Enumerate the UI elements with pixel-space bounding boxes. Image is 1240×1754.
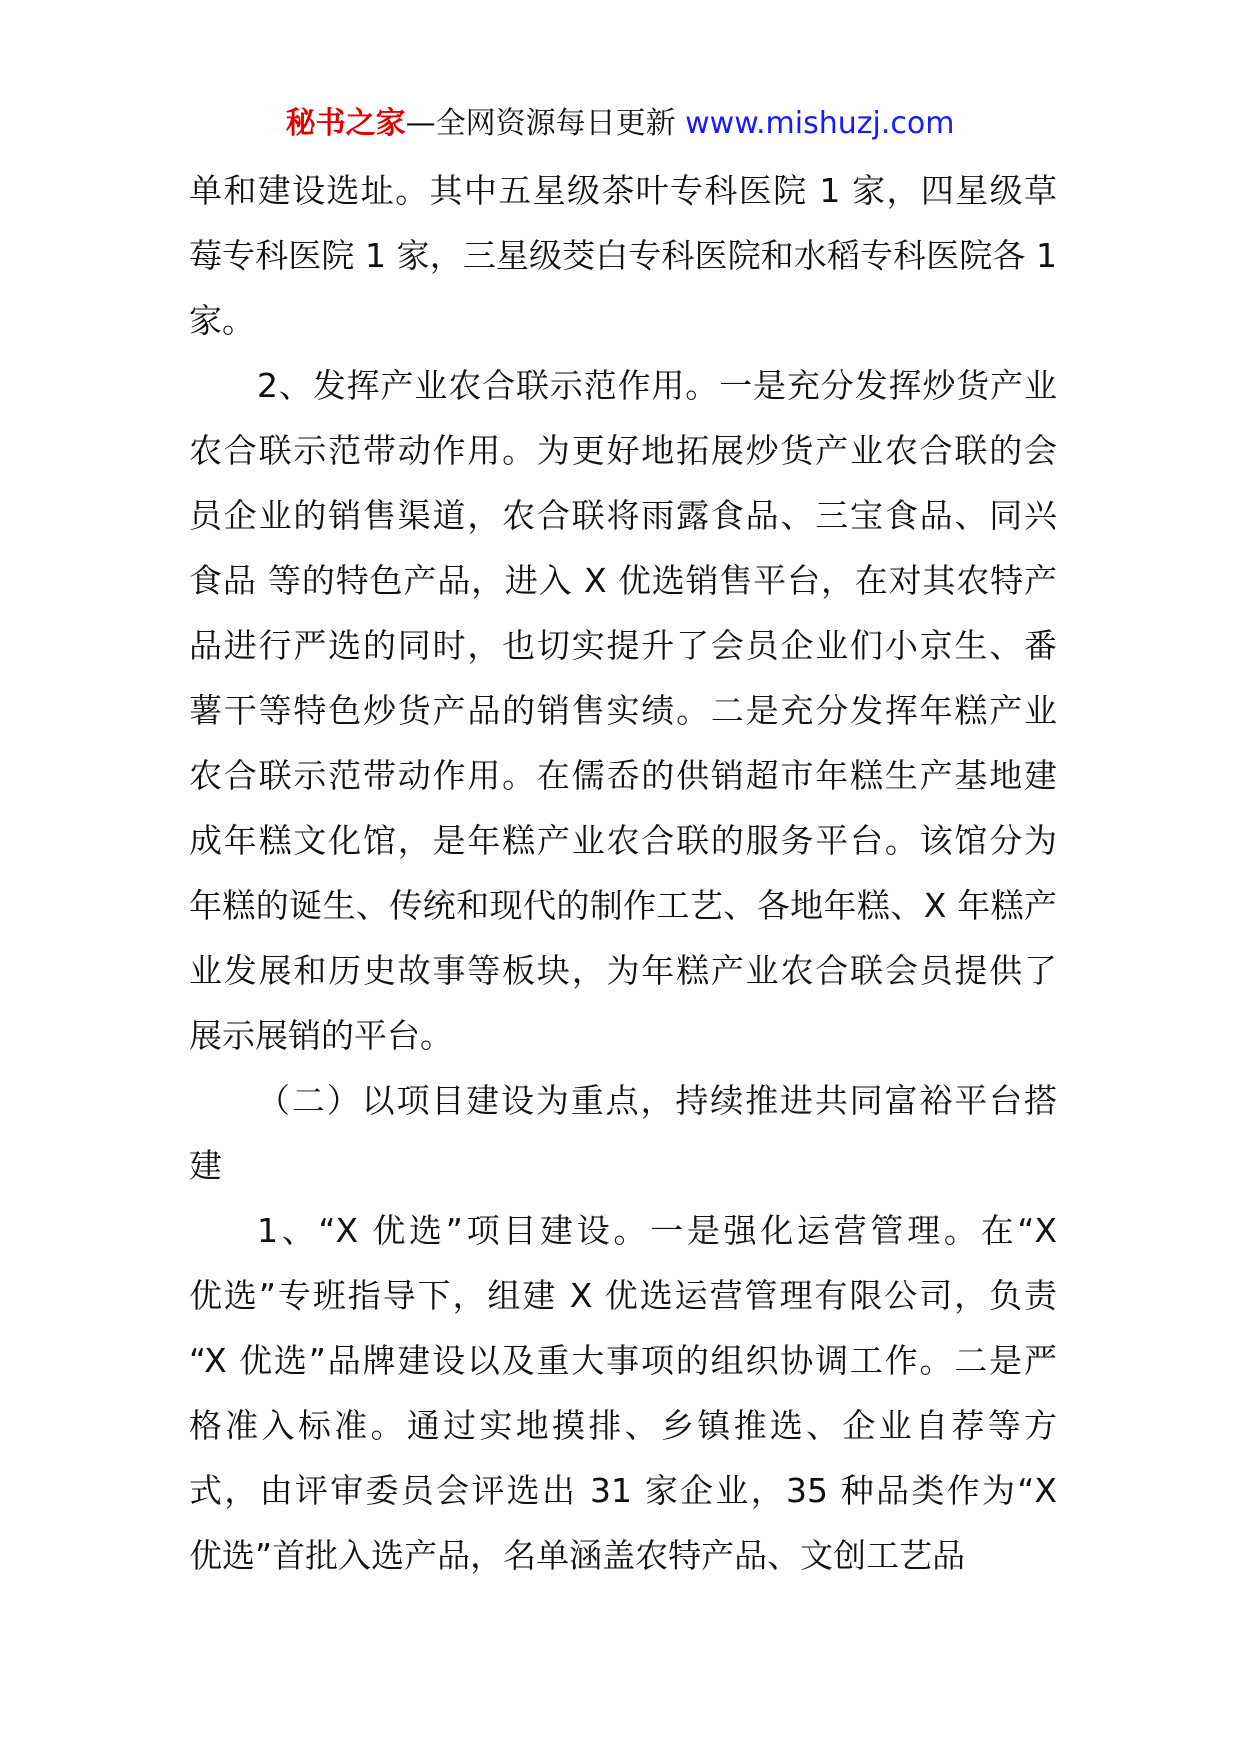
text-line: 建 — [189, 1146, 222, 1185]
text-line: 员企业的销售渠道，农合联将雨露食品、三宝食品、同兴 — [189, 496, 1057, 535]
text-line: 年糕的诞生、传统和现代的制作工艺、各地年糕、X 年糕产 — [189, 886, 1057, 925]
text-line: 展示展销的平台。 — [189, 1016, 453, 1055]
text-line: 成年糕文化馆，是年糕产业农合联的服务平台。该馆分为 — [189, 821, 1057, 860]
site-slogan: —全网资源每日更新 — [405, 106, 686, 141]
paragraph — [189, 158, 1057, 353]
site-url-link[interactable]: www.mishuzj.com — [685, 106, 955, 141]
text-line: 农合联示范带动作用。为更好地拓展炒货产业农合联的会 — [189, 431, 1057, 470]
text-line: “X 优选”品牌建设以及重大事项的组织协调工作。二是严 — [189, 1341, 1057, 1380]
text-line: 品进行严选的同时，也切实提升了会员企业们小京生、番 — [189, 626, 1057, 665]
text-line: 式，由评审委员会评选出 31 家企业，35 种品类作为“X — [189, 1471, 1057, 1510]
text-line: 食品 等的特色产品，进入 X 优选销售平台，在对其农特产 — [189, 561, 1057, 600]
paragraph — [189, 1198, 1057, 1588]
text-line: 莓专科医院 1 家，三星级茭白专科医院和水稻专科医院各 1 — [189, 236, 1057, 275]
paragraph — [189, 1068, 1057, 1198]
text-line: 1、“X 优选”项目建设。一是强化运营管理。在“X — [257, 1211, 1057, 1250]
page-header — [0, 104, 1240, 144]
text-line: 薯干等特色炒货产品的销售实绩。二是充分发挥年糕产业 — [189, 691, 1057, 730]
document-body — [189, 158, 1057, 1588]
text-line: （二）以项目建设为重点，持续推进共同富裕平台搭 — [257, 1081, 1057, 1120]
text-line: 优选”专班指导下，组建 X 优选运营管理有限公司，负责 — [189, 1276, 1057, 1315]
text-line: 格准入标准。通过实地摸排、乡镇推选、企业自荐等方 — [189, 1406, 1057, 1445]
paragraph — [189, 353, 1057, 1068]
text-line: 单和建设选址。其中五星级茶叶专科医院 1 家，四星级草 — [189, 171, 1057, 210]
text-line: 业发展和历史故事等板块，为年糕产业农合联会员提供了 — [189, 951, 1057, 990]
text-line: 农合联示范带动作用。在儒岙的供销超市年糕生产基地建 — [189, 756, 1057, 795]
text-line: 优选”首批入选产品，名单涵盖农特产品、文创工艺品 — [189, 1536, 966, 1575]
text-line: 家。 — [189, 301, 255, 340]
site-brand: 秘书之家 — [285, 106, 406, 141]
text-line: 2、发挥产业农合联示范作用。一是充分发挥炒货产业 — [257, 366, 1057, 405]
